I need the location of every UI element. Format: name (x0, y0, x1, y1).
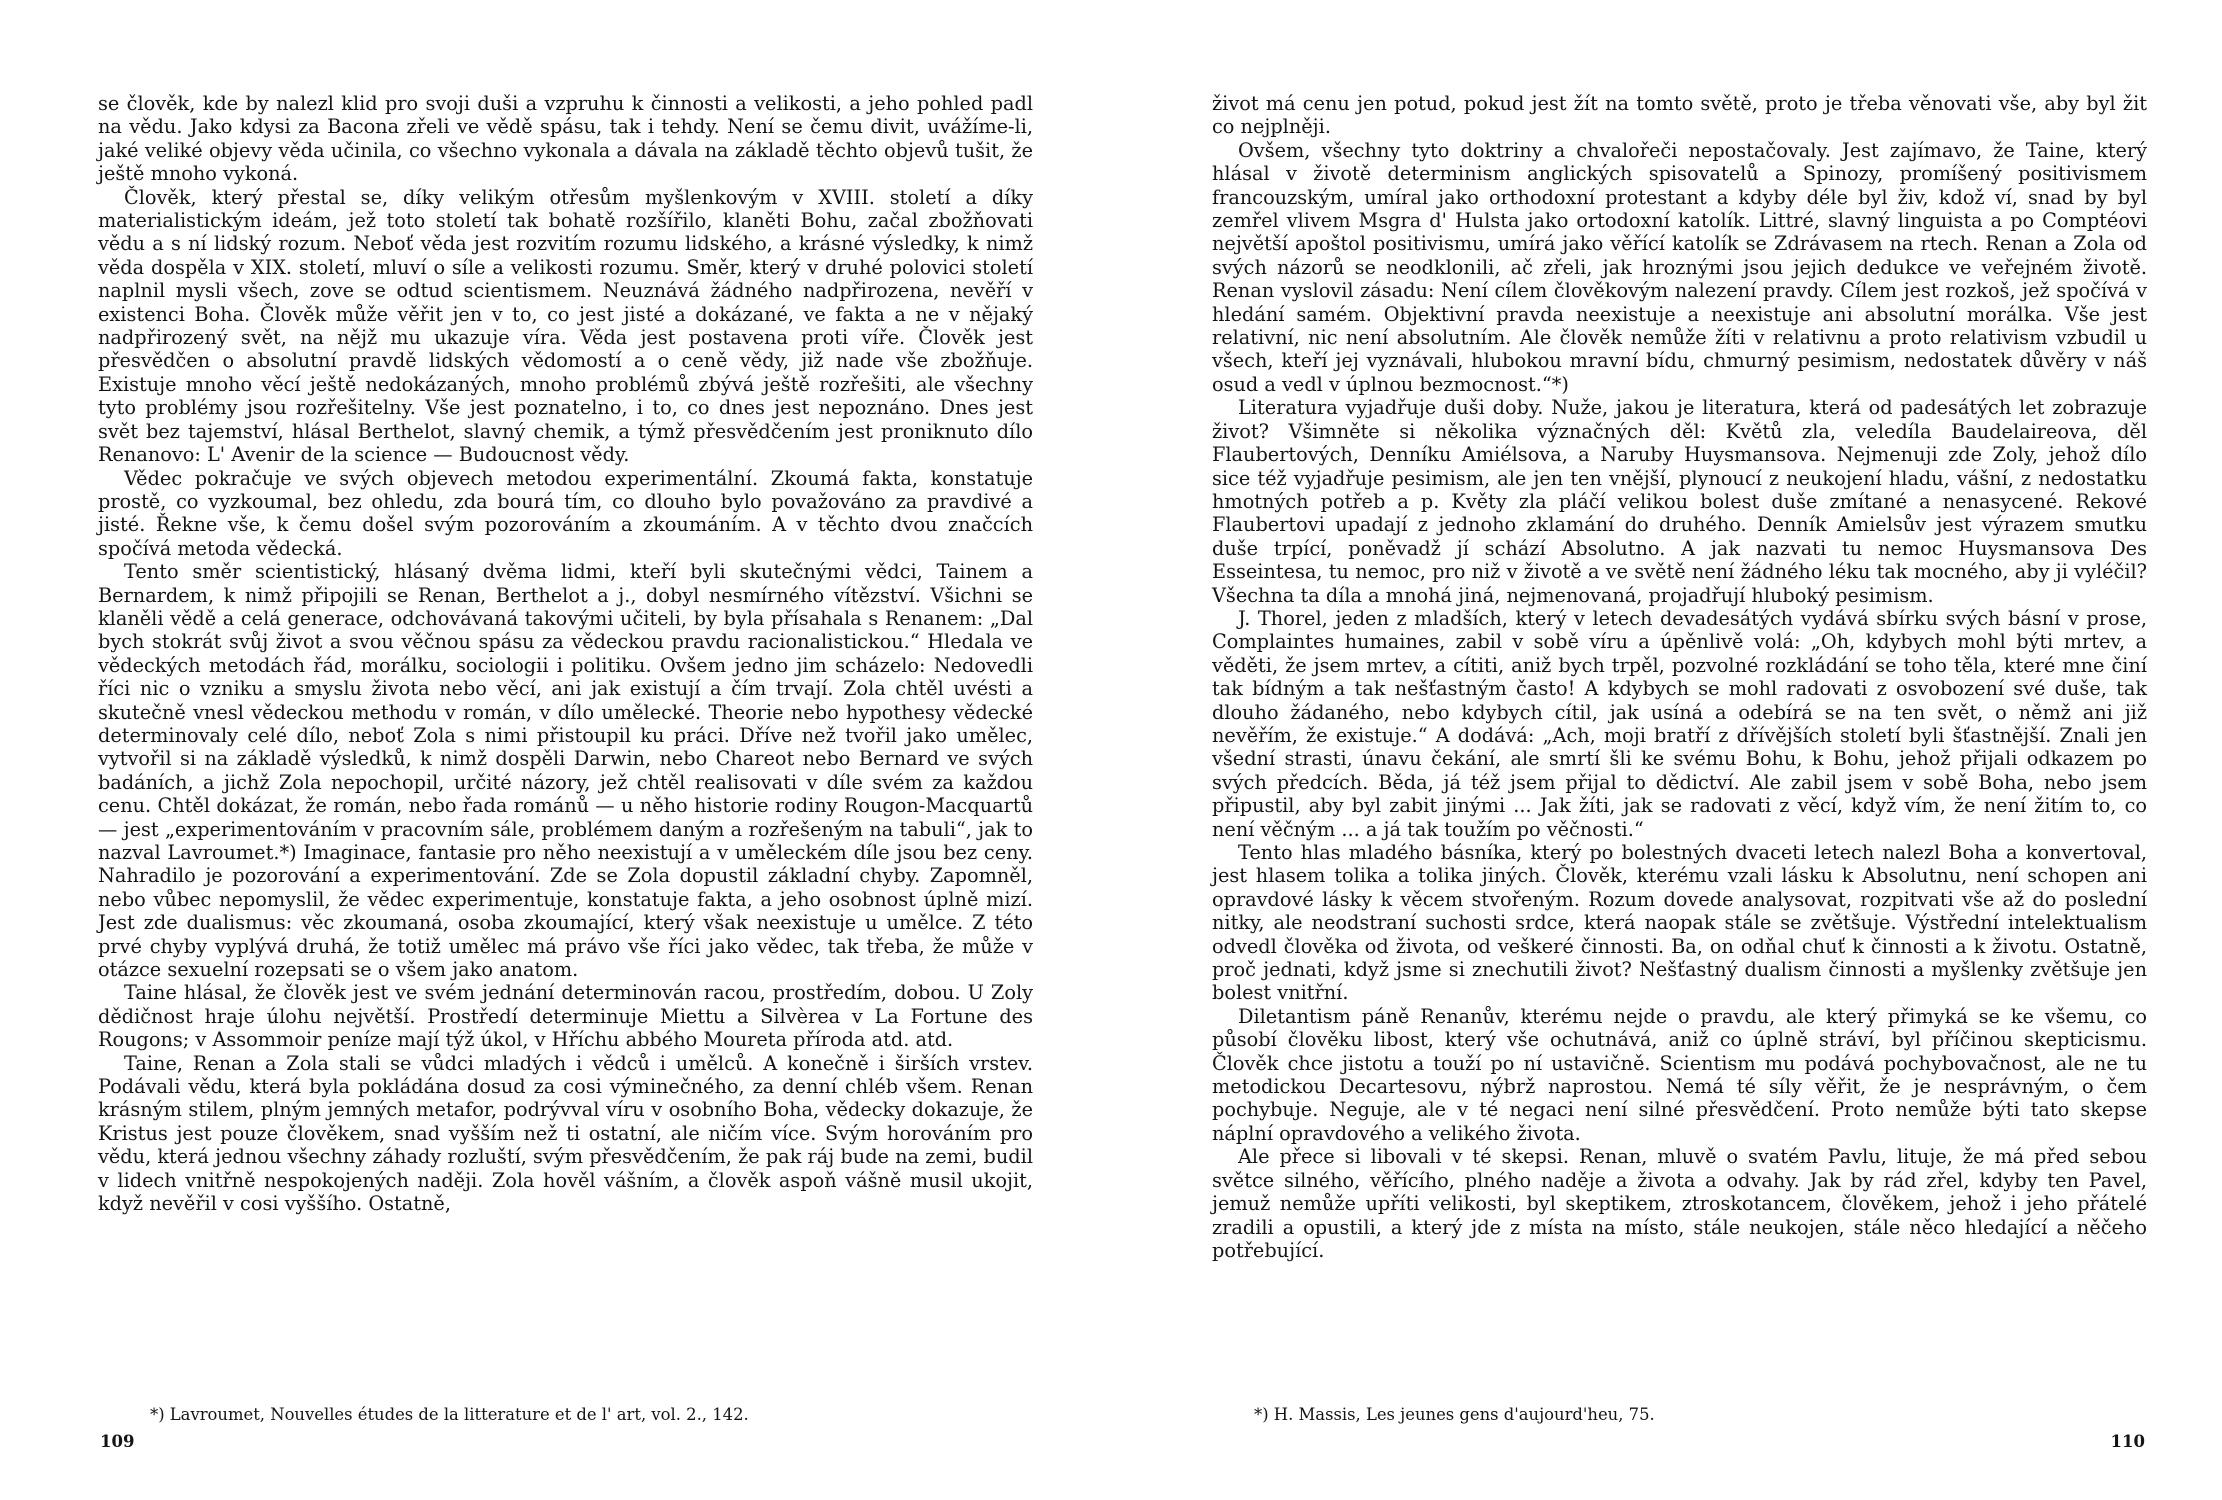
right-page (1212, 0, 2147, 1500)
left-page (98, 0, 1033, 1500)
footnote: *) H. Massis, Les jeunes gens d'aujourd'heu, 75. (1254, 1405, 1655, 1424)
paragraph: Tento hlas mladého básníka, který po bolestných dvaceti letech nalezl Boha a konvertoval, jest hlasem tolika a tolika jiných. Člověk, kterému vzali lásku k Absolutnu, není schopen ani opravdové lásky k věcem stvořeným. Rozum dovede analysovat, rozpitvati vše až do poslední nitky, ale neodstraní suchosti srdce, která naopak stále se zvětšuje. Výstřední intelektualism odvedl člověka od života, od veškeré činnosti. Ba, on odňal chuť k činnosti a k životu. Ostatně, proč jednati, když jsme si znechutili život? Nešťastný dualism činnosti a myšlenky zvětšuje jen bolest vnitřní. (1212, 841, 2147, 1005)
paragraph: J. Thorel, jeden z mladších, který v letech devadesátých vydává sbírku svých básní v prose, Complaintes humaines, zabil v sobě víru a úpěnlivě volá: „Oh, kdybych mohl býti mrtev, a věděti, že jsem mrtev, a cítiti, aniž bych trpěl, pozvolné rozkládání se toho těla, které mne činí tak bídným a tak nešťastným často! A kdybych se mohl radovati z osvobození své duše, tak dlouho žádaného, nebo kdybych cítil, jak usíná a odebírá se na ten svět, o němž ani již nevěřím, že existuje.“ A dodává: „Ach, moji bratří z dřívějších století byli šťastnější. Znali jen všední strasti, únavu čekání, ale smrtí šli ke svému Bohu, k Bohu, jehož přijali odkazem po svých předcích. Běda, já též jsem přijal to dědictví. Ale zabil jsem v sobě Boha, nebo jsem připustil, aby byl zabit jinými ... Jak žíti, jak se radovati z věcí, když vím, že není žitím to, co není věčným ... a já tak toužím po věčnosti.“ (1212, 606, 2147, 841)
footnote: *) Lavroumet, Nouvelles études de la litterature et de l' art, vol. 2., 142. (150, 1405, 749, 1424)
page-number: 109 (100, 1432, 135, 1451)
paragraph: život má cenu jen potud, pokud jest žít na tomto světě, proto je třeba věnovati vše, aby byl žit co nejplněji. (1212, 92, 2147, 139)
paragraph: Tento směr scientistický, hlásaný dvěma lidmi, kteří byli skutečnými vědci, Tainem a Bernardem, k nimž připojili se Renan, Berthelot a j., dobyl nesmírného vítězství. Všichni se klaněli vědě a celá generace, odchovávaná takovými učiteli, by byla přísahala s Renanem: „Dal bych stokrát svůj život a svou věčnou spásu za vědeckou pravdu racionalistickou.“ Hledala ve vědeckých metodách řád, morálku, sociologii i politiku. Ovšem jedno jim scházelo: Nedovedli říci nic o vzniku a smyslu života nebo věcí, ani jak existují a čím trvají. Zola chtěl uvésti a skutečně vnesl vědeckou methodu v román, v dílo umělecké. Theorie nebo hypothesy vědecké determinovaly celé dílo, neboť Zola s nimi přistoupil ku práci. Dříve než tvořil jako umělec, vytvořil si na základě výsledků, k nimž dospěli Darwin, nebo Chareot nebo Bernard ve svých badáních, a jichž Zola nepochopil, určité názory, jež chtěl realisovati v díle svém za každou cenu. Chtěl dokázat, že román, nebo řada románů — u něho historie rodiny Rougon-Macquartů — jest „experimentováním v pracovním sále, problémem daným a rozřešeným na tabuli“, jak to nazval Lavroumet.*) Imaginace, fantasie pro něho neexistují a v uměleckém díle jsou bez ceny. Nahradilo je pozorování a experimentování. Zde se Zola dopustil základní chyby. Zapomněl, nebo vůbec nepomyslil, že vědec experimentuje, konstatuje fakta, a jeho osobnost úplně mizí. Jest zde dualismus: věc zkoumaná, osoba zkoumající, který však neexistuje u umělce. Z této prvé chyby vyplývá druhá, že totiž umělec má právo vše říci jako vědec, tak třeba, že může v otázce sexuelní rozepsati se o všem jako anatom. (98, 560, 1033, 982)
paragraph: Diletantism páně Renanův, kterému nejde o pravdu, ale který přimyká se ke všemu, co působí člověku libost, který vše ochutnává, aniž co úplně stráví, byl příčinou skepticismu. Člověk chce jistotu a touží po ní ustavičně. Scientism mu podává pochybovačnost, ale ne tu metodickou Decartesovu, nýbrž naprostou. Nemá té síly věřit, že je nesprávným, o čem pochybuje. Neguje, ale v té negaci není silné přesvědčení. Proto nemůže býti tato skepse náplní opravdového a velikého života. (1212, 1004, 2147, 1145)
paragraph: Člověk, který přestal se, díky velikým otřesům myšlenkovým v XVIII. století a díky materialistickým ideám, jež toto století tak bohatě rozšířilo, klaněti Bohu, začal zbožňovati vědu a s ní lidský rozum. Neboť věda jest rozvitím rozumu lidského, a krásné výsledky, k nimž věda dospěla v XIX. století, mluví o síle a velikosti rozumu. Směr, který v druhé polovici století naplnil mysli všech, zove se odtud scientismem. Neuznává žádného nadpřirozena, nevěří v existenci Boha. Člověk může věřit jen v to, co jest jisté a dokázané, ve fakta a ne v nějaký nadpřirozený svět, na nějž mu ukazuje víra. Věda jest postavena proti víře. Člověk jest přesvědčen o absolutní pravdě lidských vědomostí a o ceně vědy, již nade vše zbožňuje. Existuje mnoho věcí ještě nedokázaných, mnoho problémů zbývá ještě rozřešiti, ale všechny tyto problémy jsou rozřešitelny. Vše jest poznatelno, i to, co dnes jest nepoznáno. Dnes jest svět bez tajemství, hlásal Berthelot, slavný chemik, a týmž přesvědčením jest proniknuto dílo Renanovo: L' Avenir de la science — Budoucnost vědy. (98, 185, 1033, 467)
page-number: 110 (2110, 1432, 2145, 1451)
left-page-text (98, 92, 1033, 1216)
paragraph: Ale přece si libovali v té skepsi. Renan, mluvě o svatém Pavlu, lituje, že má před sebou světce silného, věřícího, plného naděje a života a odvahy. Jak by rád zřel, kdyby ten Pavel, jemuž nemůže upříti velikosti, byl skeptikem, ztroskotancem, člověkem, jehož i jeho přátelé zradili a opustili, a který jde z místa na místo, stále neukojen, stále něco hledající a něčeho potřebující. (1212, 1145, 2147, 1262)
paragraph: Taine, Renan a Zola stali se vůdci mladých i vědců i umělců. A konečně i širších vrstev. Podávali vědu, která byla pokládána dosud za cosi výminečného, za denní chléb všem. Renan krásným stilem, plným jemných metafor, podrývval víru v osobního Boha, vědecky dokazuje, že Kristus jest pouze člověkem, snad vyšším než ti ostatní, ale ničím více. Svým horováním pro vědu, která jednou všechny záhady rozluští, svým přesvědčením, že pak ráj bude na zemi, budil v lidech vnitřně nespokojených naději. Zola hověl vášním, a člověk aspoň vášně musil ukojit, když nevěřil v cosi vyššího. Ostatně, (98, 1051, 1033, 1216)
paragraph: Ovšem, všechny tyto doktriny a chvalořeči nepostačovaly. Jest zajímavo, že Taine, který hlásal v životě determinism anglických spisovatelů a Spinozy, promíšený positivismem francouzským, umíral jako orthodoxní protestant a kdyby déle byl živ, kdož ví, snad by byl zemřel vlivem Msgra d' Hulsta jako ortodoxní katolík. Littré, slavný linguista a po Comptéovi největší apoštol positivismu, umírá jako věřící katolík se Zdrávasem na rtech. Renan a Zola od svých názorů se neodklonili, ač zřeli, jak hroznými jsou jejich dedukce ve veřejném životě. Renan vyslovil zásadu: Není cílem člověkovým nalezení pravdy. Cílem jest rozkoš, jež spočívá v hledání samém. Objektivní pravda neexistuje a neexistuje ani absolutní morálka. Vše jest relativní, nic není absolutním. Ale člověk nemůže žíti v relativnu a proto relativism vzbudil u všech, kteří jej vyznávali, hlubokou mravní bídu, chmurný pesimism, nedostatek důvěry v náš osud a vedl v úplnou bezmocnost.“*) (1212, 138, 2147, 396)
paragraph: Literatura vyjadřuje duši doby. Nuže, jakou je literatura, která od padesátých let zobrazuje život? Všimněte si několika význačných děl: Květů zla, veledíla Baudelaireova, děl Flaubertových, Denníku Amiélsova, a Naruby Huysmansova. Nejmenuji zde Zoly, jehož dílo sice též vyjadřuje pesimism, ale jen ten vnější, plynoucí z neukojení hladu, vášní, z nedostatku hmotných potřeb a p. Květy zla pláčí velikou bolest duše zmítané a nenasycené. Rekové Flaubertovi upadají z jednoho zklamání do druhého. Denník Amielsův jest výrazem smutku duše trpící, poněvadž jí schází Absolutno. A jak nazvati tu nemoc Huysmansova Des Esseintesa, tu nemoc, pro niž v životě a ve světě není žádného léku tak mocného, aby ji vyléčil? Všechna ta díla a mnohá jiná, nejmenovaná, projadřují hluboký pesimism. (1212, 396, 2147, 607)
right-page-text (1212, 92, 2147, 1262)
paragraph: se člověk, kde by nalezl klid pro svoji duši a vzpruhu k činnosti a velikosti, a jeho pohled padl na vědu. Jako kdysi za Bacona zřeli ve vědě spásu, tak i tehdy. Není se čemu divit, uvážíme-li, jaké veliké objevy věda učinila, co všechno vykonala a dávala na základě těchto objevů tušit, že ještě mnoho vykoná. (98, 92, 1033, 186)
paragraph: Vědec pokračuje ve svých objevech metodou experimentální. Zkoumá fakta, konstatuje prostě, co vyzkoumal, bez ohledu, zda bourá tím, co dlouho bylo považováno za pravdivé a jisté. Řekne vše, k čemu došel svým pozorováním a zkoumáním. A v těchto dvou značcích spočívá metoda vědecká. (98, 466, 1033, 560)
paragraph: Taine hlásal, že člověk jest ve svém jednání determinován racou, prostředím, dobou. U Zoly dědičnost hraje úlohu největší. Prostředí determinuje Miettu a Silvèrea v La Fortune des Rougons; v Assommoir peníze mají týž úkol, v Hříchu abbého Moureta příroda atd. atd. (98, 981, 1033, 1052)
